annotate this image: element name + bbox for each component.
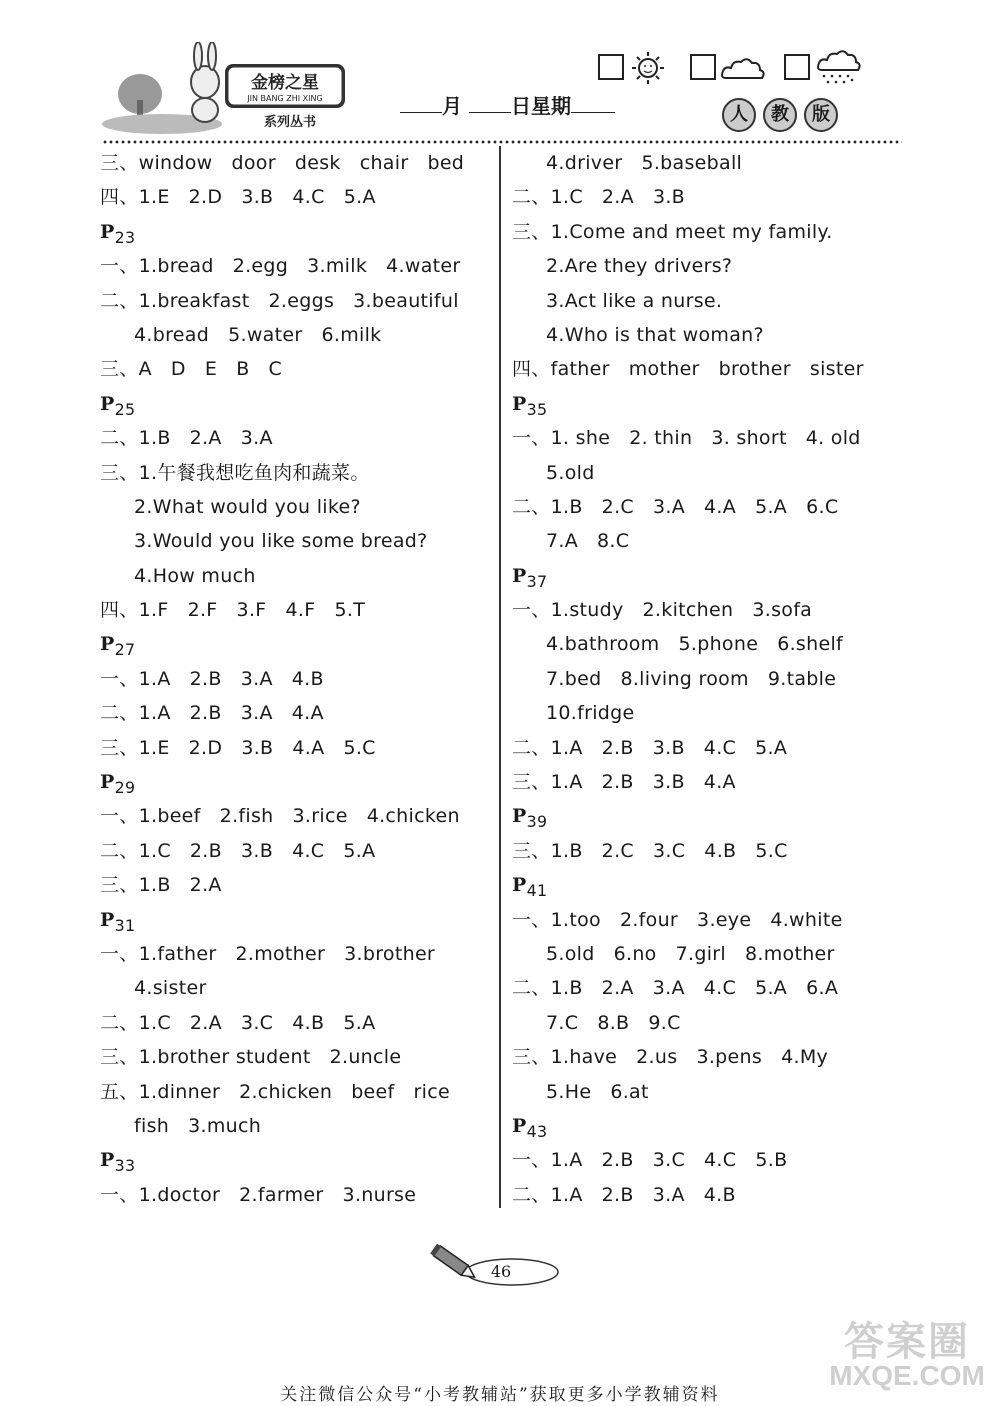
answer-line: 4.bathroom 5.phone 6.shelf xyxy=(546,633,844,656)
watermark-url: MXQE.COM xyxy=(829,1360,985,1391)
page-ref-heading xyxy=(512,868,864,902)
page-ref-heading xyxy=(100,765,464,799)
answer-line: 二、1.A 2.B 3.A 4.B xyxy=(512,1183,736,1206)
answer-line: 3.Act like a nurse. xyxy=(546,289,723,312)
answer-line: 4.sister xyxy=(134,977,207,1000)
rainy-icon xyxy=(816,50,862,88)
answer-line: 2.What would you like? xyxy=(134,495,361,518)
sunny-checkbox[interactable] xyxy=(598,54,624,80)
answer-line: 五、1.dinner 2.chicken beef rice xyxy=(100,1080,450,1103)
dotted-divider xyxy=(102,140,902,144)
page-ref-heading xyxy=(100,1143,464,1177)
answer-line: 4.How much xyxy=(134,564,256,587)
answer-line: 一、1.too 2.four 3.eye 4.white xyxy=(512,908,843,931)
page-ref-heading xyxy=(100,627,464,661)
answer-line: 二、1.B 2.C 3.A 4.A 5.A 6.C xyxy=(512,495,839,518)
edition-badge-ren: 人 xyxy=(722,98,756,132)
answer-line: 4.bread 5.water 6.milk xyxy=(134,323,382,346)
answer-line: 一、1. she 2. thin 3. short 4. old xyxy=(512,427,861,450)
answer-line: 一、1.study 2.kitchen 3.sofa xyxy=(512,599,813,622)
page-ref-letter: P xyxy=(512,805,527,828)
answer-line: 三、1.E 2.D 3.B 4.A 5.C xyxy=(100,736,376,759)
answer-line: 四、father mother brother sister xyxy=(512,358,864,381)
answer-line: 3.Would you like some bread? xyxy=(134,530,428,553)
weekday-blank[interactable] xyxy=(571,96,615,113)
answer-line: 三、1.have 2.us 3.pens 4.My xyxy=(512,1046,829,1069)
page-ref-letter: P xyxy=(100,908,115,931)
footer-promo: 关注微信公众号“小考教辅站”获取更多小学教辅资料 xyxy=(280,1385,720,1405)
answer-line: 一、1.doctor 2.farmer 3.nurse xyxy=(100,1183,417,1206)
page-ref-letter: P xyxy=(100,771,115,794)
answer-line: 7.bed 8.living room 9.table xyxy=(546,667,837,690)
answer-line: 三、window door desk chair bed xyxy=(100,152,465,174)
page-ref-number: 25 xyxy=(114,399,136,419)
answer-line: 三、1.Come and meet my family. xyxy=(512,220,833,243)
page-ref-letter: P xyxy=(100,1149,115,1172)
answer-line: 二、1.C 2.A 3.B xyxy=(512,186,686,209)
page-ref-number: 27 xyxy=(114,640,136,660)
answer-line: 二、1.A 2.B 3.A 4.A xyxy=(100,702,324,725)
page-ref-number: 23 xyxy=(114,227,136,247)
column-divider xyxy=(499,146,501,1208)
page-ref-heading xyxy=(100,215,464,249)
page-ref-heading xyxy=(512,799,864,833)
watermark-logo: 答案圈 xyxy=(844,1319,970,1365)
page-ref-number: 39 xyxy=(526,812,548,832)
page-ref-number: 37 xyxy=(526,571,548,591)
answer-line: 一、1.bread 2.egg 3.milk 4.water xyxy=(100,255,461,278)
answer-column-left xyxy=(100,146,464,1212)
page-ref-heading xyxy=(512,1109,864,1143)
cloudy-checkbox[interactable] xyxy=(690,54,716,80)
answer-line: 四、1.E 2.D 3.B 4.C 5.A xyxy=(100,186,376,209)
page-ref-heading xyxy=(512,559,864,593)
page-ref-letter: P xyxy=(512,392,527,415)
page-ref-letter: P xyxy=(100,633,115,656)
page-ref-heading xyxy=(100,903,464,937)
answer-line: 三、1.A 2.B 3.B 4.A xyxy=(512,771,736,794)
edition-badge-jiao: 教 xyxy=(763,98,797,132)
answer-line: 5.old 6.no 7.girl 8.mother xyxy=(546,942,835,965)
page-ref-letter: P xyxy=(512,1114,527,1137)
page-ref-number: 41 xyxy=(526,881,548,900)
answer-column-right xyxy=(512,146,864,1212)
page-ref-letter: P xyxy=(100,220,115,243)
answer-line: 二、1.C 2.A 3.C 4.B 5.A xyxy=(100,1011,376,1034)
day-weekday-label: 日星期 xyxy=(510,94,571,118)
answer-line: 一、1.A 2.B 3.A 4.B xyxy=(100,667,324,690)
answer-line: 三、1.B 2.A xyxy=(100,874,222,897)
rainy-checkbox[interactable] xyxy=(784,54,810,80)
answer-line: 三、1.B 2.C 3.C 4.B 5.C xyxy=(512,839,788,862)
svg-text:金榜之星: 金榜之星 xyxy=(251,73,319,93)
answer-line: 7.A 8.C xyxy=(546,530,630,553)
svg-text:系列丛书: 系列丛书 xyxy=(263,115,317,130)
page-ref-letter: P xyxy=(512,874,527,897)
answer-line: 三、A D E B C xyxy=(100,358,283,381)
answer-line: 5.old xyxy=(546,461,595,484)
answer-line: 4.Who is that woman? xyxy=(546,323,764,346)
edition-badges xyxy=(722,98,845,132)
date-line xyxy=(400,90,615,119)
answer-line: 4.driver 5.baseball xyxy=(546,152,743,174)
answer-line: 5.He 6.at xyxy=(546,1080,649,1103)
answer-line: 三、1.brother student 2.uncle xyxy=(100,1046,402,1069)
series-logo xyxy=(100,42,350,134)
answer-line: 二、1.B 2.A 3.A 4.C 5.A 6.A xyxy=(512,977,839,1000)
page-ref-number: 33 xyxy=(114,1156,136,1176)
answer-line: 二、1.breakfast 2.eggs 3.beautiful xyxy=(100,289,459,312)
page-ref-number: 35 xyxy=(526,399,548,419)
page-ref-heading xyxy=(100,387,464,421)
answer-line: 2.Are they drivers? xyxy=(546,255,733,278)
edition-badge-ban: 版 xyxy=(804,98,838,132)
answer-line: 四、1.F 2.F 3.F 4.F 5.T xyxy=(100,599,366,622)
page-ref-heading xyxy=(512,387,864,421)
month-blank[interactable] xyxy=(400,96,442,113)
day-blank[interactable] xyxy=(469,96,511,113)
sunny-icon xyxy=(628,50,668,86)
page-ref-letter: P xyxy=(512,564,527,587)
month-label: 月 xyxy=(442,94,462,118)
answer-line: 一、1.beef 2.fish 3.rice 4.chicken xyxy=(100,805,460,828)
answer-line: 10.fridge xyxy=(546,702,635,725)
answer-line: 二、1.B 2.A 3.A xyxy=(100,427,273,450)
answer-line: 7.C 8.B 9.C xyxy=(546,1011,681,1034)
answer-line: fish 3.much xyxy=(134,1114,262,1137)
answer-line: 三、1.午餐我想吃鱼肉和蔬菜。 xyxy=(100,461,370,484)
page-ref-number: 43 xyxy=(526,1121,548,1141)
answer-line: 二、1.C 2.B 3.B 4.C 5.A xyxy=(100,839,376,862)
answer-line: 一、1.father 2.mother 3.brother xyxy=(100,942,436,965)
svg-text:JIN BANG ZHI XING: JIN BANG ZHI XING xyxy=(247,94,323,103)
page-ref-letter: P xyxy=(100,392,115,415)
page-header xyxy=(0,0,1000,150)
page-ref-number: 29 xyxy=(114,777,136,797)
page-ref-number: 31 xyxy=(114,915,136,935)
answer-line: 一、1.A 2.B 3.C 4.C 5.B xyxy=(512,1149,788,1172)
answer-line: 二、1.A 2.B 3.B 4.C 5.A xyxy=(512,736,788,759)
page-number: 46 xyxy=(490,1262,512,1281)
cloudy-icon xyxy=(720,54,766,84)
